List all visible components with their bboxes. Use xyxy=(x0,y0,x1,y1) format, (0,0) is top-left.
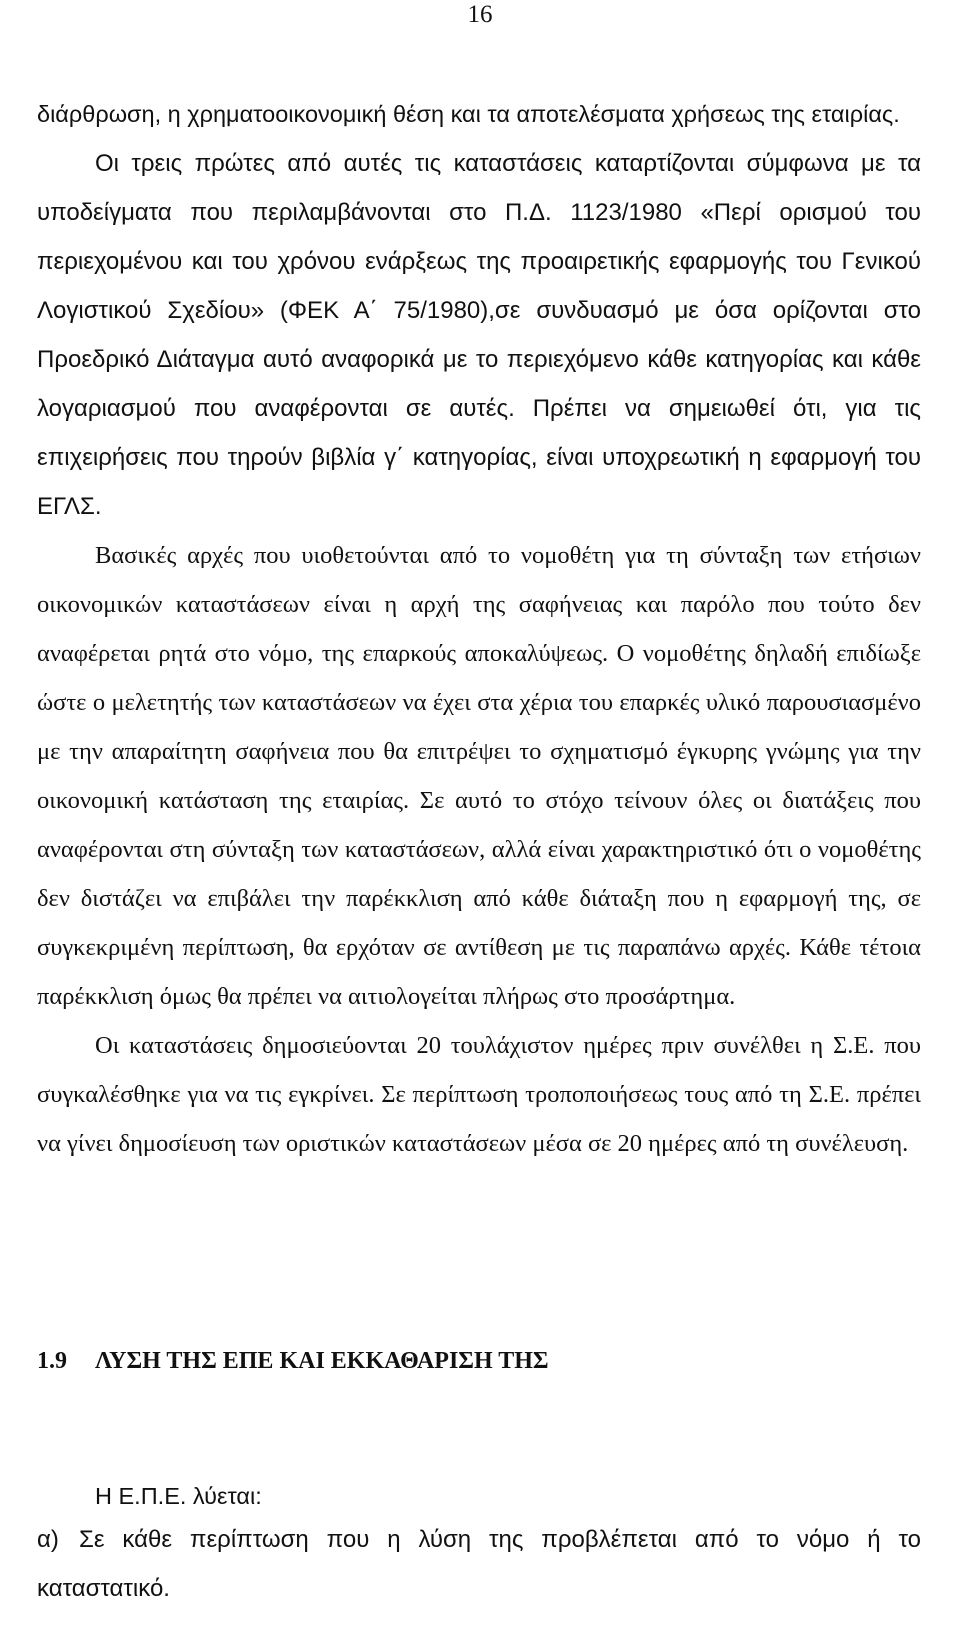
paragraph-2: Οι τρεις πρώτες από αυτές τις καταστάσεις καταρτίζονται σύμφωνα με τα υποδείγματα που περιλαμβάνονται στο Π.Δ. 1123/1980 «Περί ορισμού του περιεχομένου και του χρόνου ενάρξεως της προαιρετικής εφαρμογής του Γενικού Λογιστικού Σχεδίου» (ΦΕΚ Α΄ 75/1980),σε συνδυασμό με όσα ορίζονται στο Προεδρικό Διάταγμα αυτό αναφορικά με το περιεχόμενο κάθε κατηγορίας και κάθε λογαριασμού που αναφέρονται σε αυτές. Πρέπει να σημειωθεί ότι, για τις επιχειρήσεις που τηρούν βιβλία γ΄ κατηγορίας, είναι υποχρεωτική η εφαρμογή του ΕΓΛΣ. xyxy=(37,150,921,520)
lead-sentence: Η Ε.Π.Ε. λύεται: xyxy=(95,1483,262,1509)
list-marker: α) xyxy=(37,1526,59,1553)
list-item xyxy=(37,1515,921,1613)
page-number: 16 xyxy=(467,1,493,28)
section-number: 1.9 xyxy=(37,1348,67,1374)
paragraph-3: Βασικές αρχές που υιοθετούνται από το νομοθέτη για τη σύνταξη των ετήσιων οικονομικών καταστάσεων είναι η αρχή της σαφήνειας και παρόλο που τούτο δεν αναφέρεται ρητά στο νόμο, της επαρκούς αποκαλύψεως. Ο νομοθέτης δηλαδή επιδίωξε ώστε ο μελετητής των καταστάσεων να έχει στα χέρια του επαρκές υλικό παρουσιασμένο με την απαραίτητη σαφήνεια που θα επιτρέψει το σχηματισμό έγκυρης γνώμης για την οικονομική κατάσταση της εταιρίας. Σε αυτό το στόχο τείνουν όλες οι διατάξεις που αναφέρονται στη σύνταξη των καταστάσεων, αλλά είναι χαρακτηριστικό ότι ο νομοθέτης δεν διστάζει να επιβάλει την παρέκκλιση από κάθε διάταξη που η εφαρμογή της, σε συγκεκριμένη περίπτωση, θα ερχόταν σε αντίθεση με τις παραπάνω αρχές. Κάθε τέτοια παρέκκλιση όμως θα πρέπει να αιτιολογείται πλήρως στο προσάρτημα. xyxy=(37,542,921,1010)
paragraph-1: διάρθρωση, η χρηματοοικονομική θέση και τα αποτελέσματα χρήσεως της εταιρίας. xyxy=(37,101,900,127)
list-item-text: Σε κάθε περίπτωση που η λύση της προβλέπεται από το νόμο ή το καταστατικό. xyxy=(37,1526,921,1602)
section-title: ΛΥΣΗ ΤΗΣ ΕΠΕ ΚΑΙ ΕΚΚΑΘΑΡΙΣΗ ΤΗΣ xyxy=(95,1348,549,1374)
paragraph-4: Οι καταστάσεις δημοσιεύονται 20 τουλάχιστον ημέρες πριν συνέλθει η Σ.Ε. που συγκαλέσθηκε για να τις εγκρίνει. Σε περίπτωση τροποποιήσεως τους από τη Σ.Ε. πρέπει να γίνει δημοσίευση των οριστικών καταστάσεων μέσα σε 20 ημέρες από τη συνέλευση. xyxy=(37,1032,921,1157)
section-heading xyxy=(37,1345,549,1377)
body-text xyxy=(37,90,921,1168)
